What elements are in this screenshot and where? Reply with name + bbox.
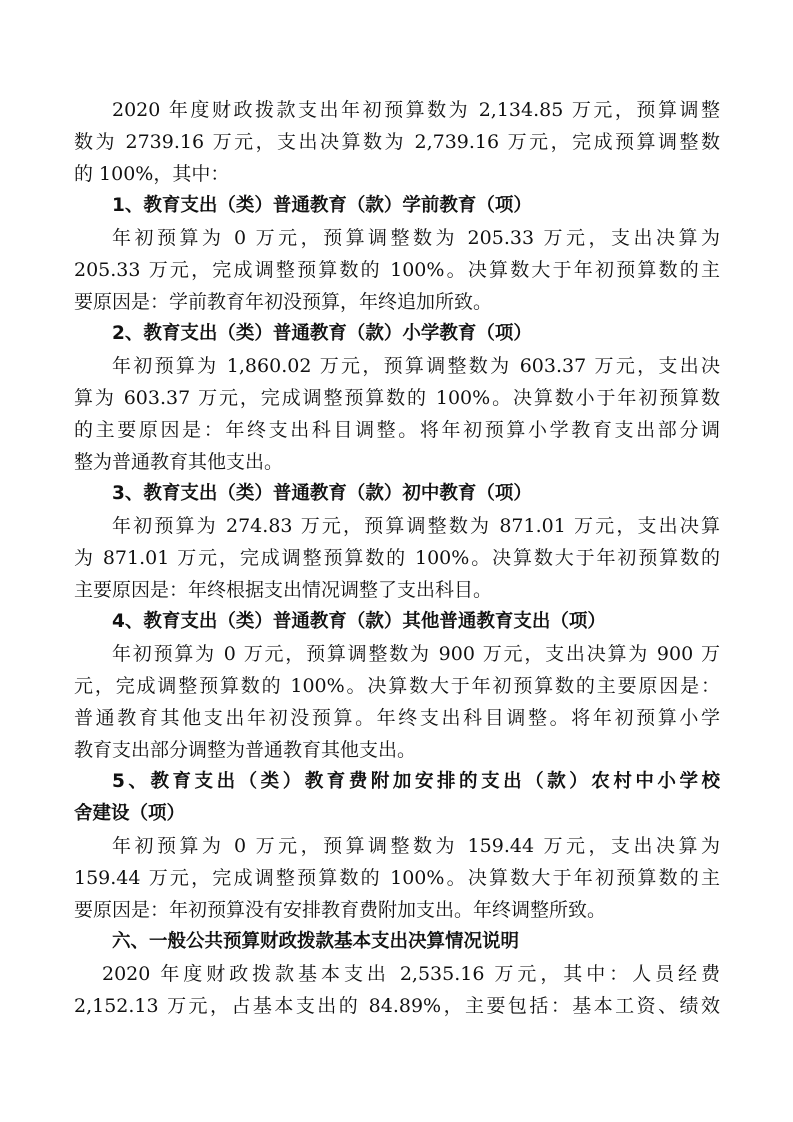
paragraph-line: 普通教育其他支出年初没预算。年终支出科目调整。将年初预算小学 xyxy=(74,707,720,729)
paragraph-line: 的 100%，其中： xyxy=(74,163,230,185)
section-heading-5: 5、教育支出（类）教育费附加安排的支出（款）农村中小学校 xyxy=(112,771,720,792)
paragraph-line: 年初预算为 274.83 万元，预算调整数为 871.01 万元，支出决算 xyxy=(112,515,720,537)
paragraph-line: 年初预算为 0 万元，预算调整数为 900 万元，支出决算为 900 万 xyxy=(112,643,720,665)
section-heading-2: 2、教育支出（类）普通教育（款）小学教育（项） xyxy=(112,323,532,344)
section-heading-5-continued: 舍建设（项） xyxy=(74,803,186,824)
section-heading-6: 六、一般公共预算财政拨款基本支出决算情况说明 xyxy=(112,931,520,952)
paragraph-line: 为 871.01 万元，完成调整预算数的 100%。决算数大于年初预算数的 xyxy=(74,547,720,569)
paragraph-line: 主要原因是：年终根据支出情况调整了支出科目。 xyxy=(74,579,493,601)
paragraph-line: 元，完成调整预算数的 100%。决算数大于年初预算数的主要原因是： xyxy=(74,675,720,697)
paragraph-line: 算为 603.37 万元，完成调整预算数的 100%。决算数小于年初预算数 xyxy=(74,387,720,409)
paragraph-line: 2020 年度财政拨款支出年初预算数为 2,134.85 万元，预算调整 xyxy=(112,99,720,121)
paragraph-line: 要原因是：年初预算没有安排教育费附加支出。年终调整所致。 xyxy=(74,899,607,921)
section-heading-3: 3、教育支出（类）普通教育（款）初中教育（项） xyxy=(112,483,532,504)
paragraph-line: 159.44 万元，完成调整预算数的 100%。决算数大于年初预算数的主 xyxy=(74,867,720,889)
paragraph-line: 2,152.13 万元，占基本支出的 84.89%，主要包括：基本工资、绩效 xyxy=(74,995,720,1017)
paragraph-line: 205.33 万元，完成调整预算数的 100%。决算数大于年初预算数的主 xyxy=(74,259,720,281)
paragraph-line: 的主要原因是：年终支出科目调整。将年初预算小学教育支出部分调 xyxy=(74,419,720,441)
paragraph-line: 数为 2739.16 万元，支出决算数为 2,739.16 万元，完成预算调整数 xyxy=(74,131,720,153)
section-heading-4: 4、教育支出（类）普通教育（款）其他普通教育支出（项） xyxy=(112,611,606,632)
paragraph-line: 年初预算为 1,860.02 万元，预算调整数为 603.37 万元，支出决 xyxy=(112,355,720,377)
paragraph-line: 教育支出部分调整为普通教育其他支出。 xyxy=(74,739,417,761)
paragraph-line: 2020 年度财政拨款基本支出 2,535.16 万元，其中：人员经费 xyxy=(102,963,720,985)
section-heading-1: 1、教育支出（类）普通教育（款）学前教育（项） xyxy=(112,195,532,216)
document-page xyxy=(74,94,720,1022)
paragraph-line: 要原因是：学前教育年初没预算，年终追加所致。 xyxy=(74,291,493,313)
paragraph-line: 年初预算为 0 万元，预算调整数为 205.33 万元，支出决算为 xyxy=(112,227,720,249)
paragraph-line: 年初预算为 0 万元，预算调整数为 159.44 万元，支出决算为 xyxy=(112,835,720,857)
paragraph-line: 整为普通教育其他支出。 xyxy=(74,451,284,473)
